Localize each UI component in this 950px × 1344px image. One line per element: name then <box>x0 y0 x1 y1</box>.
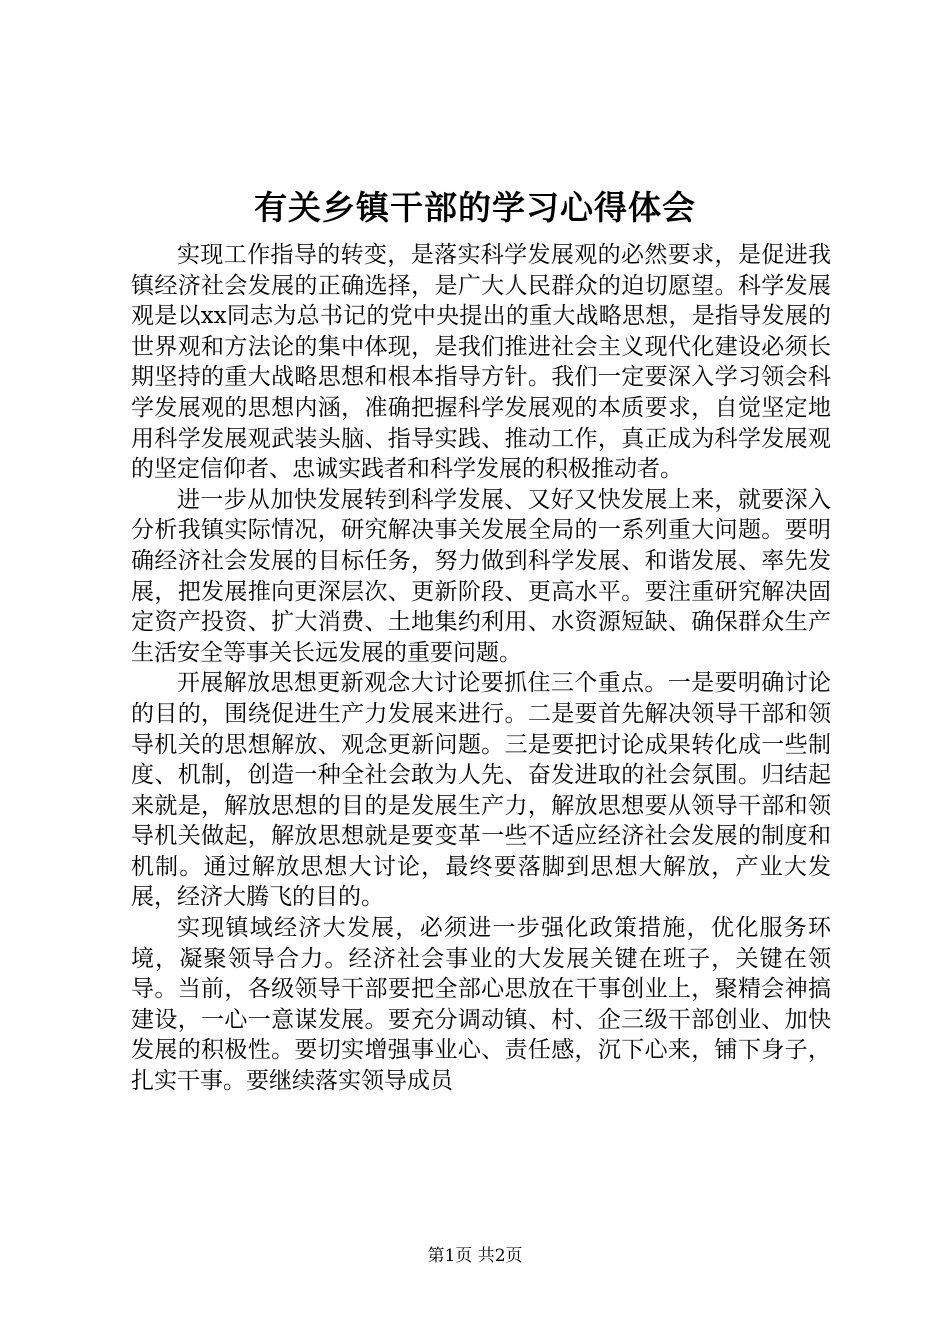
paragraph-1: 实现工作指导的转变，是落实科学发展观的必然要求，是促进我镇经济社会发展的正确选择，是广大人民群众的迫切愿望。科学发展观是以xx同志为总书记的党中央提出的重大战略思想，是指导发展的世界观和方法论的集中体现，是我们推进社会主义现代化建设必须长期坚持的重大战略思想和根本指导方针。我们一定要深入学习领会科学发展观的思想内涵，准确把握科学发展观的本质要求，自觉坚定地用科学发展观武装头脑、指导实践、推动工作，真正成为科学发展观的坚定信仰者、忠诚实践者和科学发展的积极推动者。 <box>131 242 831 483</box>
document-body <box>131 240 831 1097</box>
paragraph-4: 实现镇域经济大发展，必须进一步强化政策措施，优化服务环境，凝聚领导合力。经济社会事业的大发展关键在班子，关键在领导。当前，各级领导干部要把全部心思放在干事创业上，聚精会神搞建设，一心一意谋发展。要充分调动镇、村、企三级干部创业、加快发展的积极性。要切实增强事业心、责任感，沉下心来，铺下身子，扎实干事。要继续落实领导成员 <box>131 915 831 1095</box>
page-footer: 第1页 共2页 <box>427 1246 523 1266</box>
paragraph-3: 开展解放思想更新观念大讨论要抓住三个重点。一是要明确讨论的目的，围绕促进生产力发展来进行。二是要首先解决领导干部和领导机关的思想解放、观念更新问题。三是要把讨论成果转化成一些制度、机制，创造一种全社会敢为人先、奋发进取的社会氛围。归结起来就是，解放思想的目的是发展生产力，解放思想要从领导干部和领导机关做起，解放思想就是要变革一些不适应经济社会发展的制度和机制。通过解放思想大讨论，最终要落脚到思想大解放，产业大发展，经济大腾飞的目的。 <box>131 670 831 911</box>
document-title: 有关乡镇干部的学习心得体会 <box>254 188 696 227</box>
paragraph-2: 进一步从加快发展转到科学发展、又好又快发展上来，就要深入分析我镇实际情况，研究解决事关发展全局的一系列重大问题。要明确经济社会发展的目标任务，努力做到科学发展、和谐发展、率先发展，把发展推向更深层次、更新阶段、更高水平。要注重研究解决固定资产投资、扩大消费、土地集约利用、水资源短缺、确保群众生产生活安全等事关长远发展的重要问题。 <box>131 486 831 666</box>
